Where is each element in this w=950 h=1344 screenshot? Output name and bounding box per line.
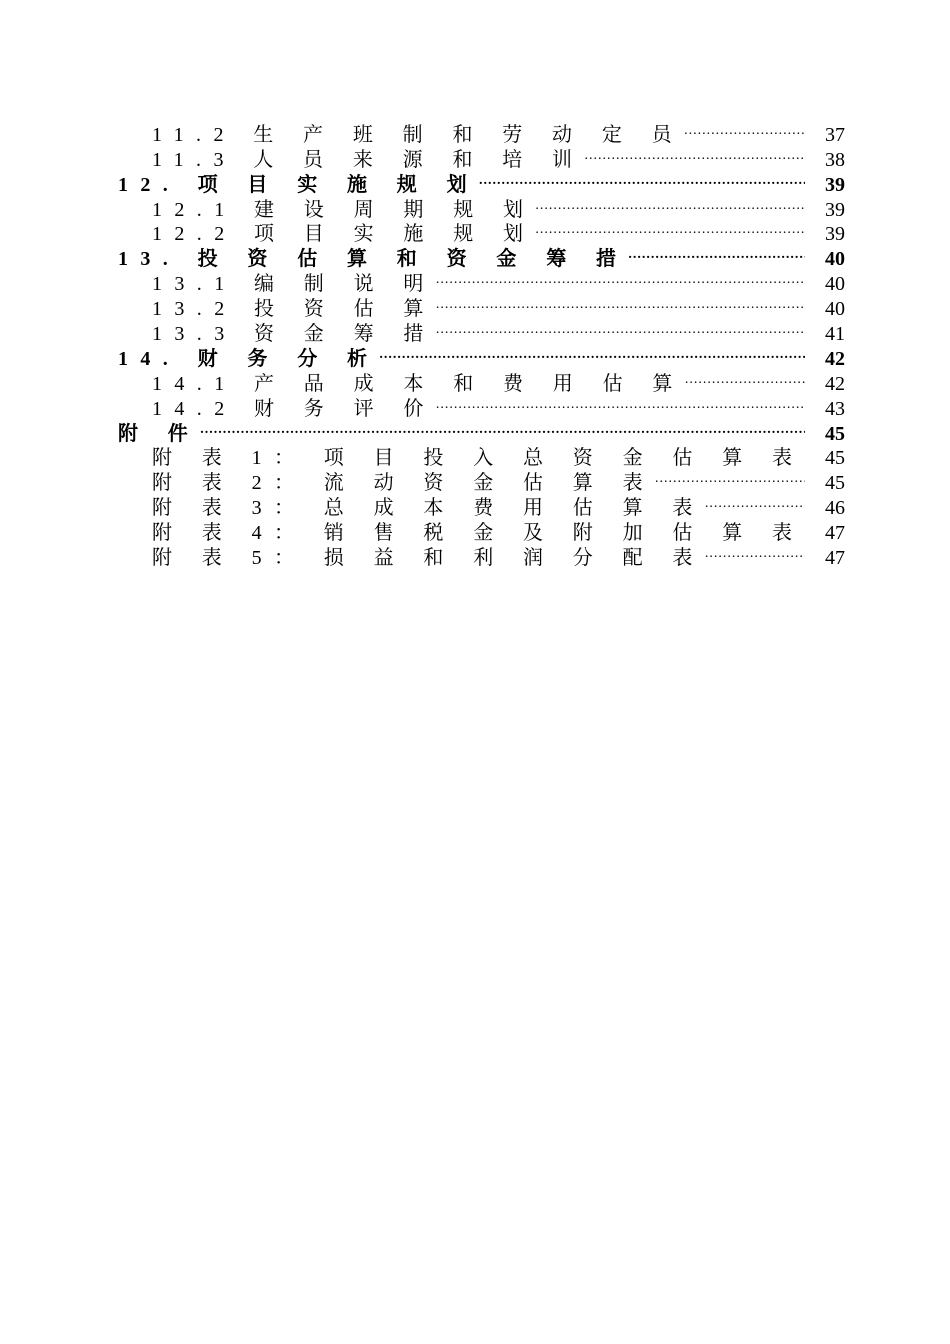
toc-page-number: 43 [825, 397, 845, 420]
toc-entry-title: 12. 项 目 实 施 规 划 [118, 173, 479, 196]
toc-entry-title: 12.1 建 设 周 期 规 划 [152, 198, 536, 221]
toc-entry-title: 附 表 5： 损 益 和 利 润 分 配 表 [152, 547, 705, 570]
toc-entry-title: 附 表 1： 项 目 投 入 总 资 金 估 算 表 [152, 447, 805, 470]
toc-page-number: 38 [825, 148, 845, 171]
toc-page-number: 45 [825, 447, 845, 470]
toc-page-number: 47 [825, 547, 845, 570]
toc-entry-appendix-table-1[interactable] [118, 440, 845, 470]
toc-page-number: 39 [825, 223, 845, 246]
toc-entry-title: 13. 投 资 估 算 和 资 金 筹 措 [118, 248, 629, 271]
toc-entry-title: 13.3 资 金 筹 措 [152, 323, 436, 346]
toc-dot-leader [479, 166, 805, 191]
toc-dot-leader [436, 265, 805, 290]
toc-page-number: 42 [825, 347, 845, 370]
toc-page-number: 45 [825, 472, 845, 495]
toc-entry-title: 14. 财 务 分 析 [118, 347, 380, 370]
toc-page-number: 45 [825, 422, 845, 445]
toc-dot-leader [436, 315, 805, 340]
toc-page-number: 41 [825, 323, 845, 346]
toc-entry-title: 附 表 4： 销 售 税 金 及 附 加 估 算 表 [152, 522, 805, 545]
toc-page-number: 40 [825, 248, 845, 271]
toc-page-number: 37 [825, 123, 845, 146]
toc-dot-leader [379, 340, 805, 365]
toc-page-number: 46 [825, 497, 845, 520]
toc-dot-leader [535, 191, 805, 216]
toc-dot-leader [705, 539, 805, 564]
toc-dot-leader [535, 216, 805, 241]
toc-dot-leader [685, 365, 805, 390]
toc-entry-title: 14.2 财 务 评 价 [152, 397, 436, 420]
toc-page-number: 40 [825, 298, 845, 321]
toc-dot-leader [436, 290, 805, 315]
toc-dot-leader [200, 415, 805, 440]
toc-dot-leader [628, 240, 805, 265]
toc-dot-leader [804, 440, 805, 465]
toc-entry-appendix[interactable] [118, 415, 845, 445]
toc-dot-leader [436, 390, 805, 415]
table-of-contents [118, 116, 845, 570]
toc-entry-11-2[interactable] [118, 116, 845, 146]
toc-entry-title: 附 表 3： 总 成 本 费 用 估 算 表 [152, 497, 705, 520]
toc-entry-title: 附 表 2： 流 动 资 金 估 算 表 [152, 472, 655, 495]
toc-page-number: 47 [825, 522, 845, 545]
toc-entry-title: 11.2 生 产 班 制 和 劳 动 定 员 [152, 123, 685, 146]
toc-dot-leader [684, 116, 805, 141]
toc-page-number: 40 [825, 273, 845, 296]
toc-dot-leader [655, 464, 805, 489]
toc-entry-title: 附 件 [118, 422, 201, 445]
toc-entry-title: 13.1 编 制 说 明 [152, 273, 436, 296]
toc-entry-title: 13.2 投 资 估 算 [152, 298, 436, 321]
toc-entry-title: 12.2 项 目 实 施 规 划 [152, 223, 536, 246]
toc-dot-leader [804, 514, 805, 539]
toc-dot-leader [584, 141, 805, 166]
toc-entry-title: 11.3 人 员 来 源 和 培 训 [152, 148, 585, 171]
toc-entry-title: 14.1 产 品 成 本 和 费 用 估 算 [152, 372, 685, 395]
toc-dot-leader [705, 489, 805, 514]
toc-page-number: 39 [825, 173, 845, 196]
toc-page-number: 42 [825, 372, 845, 395]
toc-page-number: 39 [825, 198, 845, 221]
